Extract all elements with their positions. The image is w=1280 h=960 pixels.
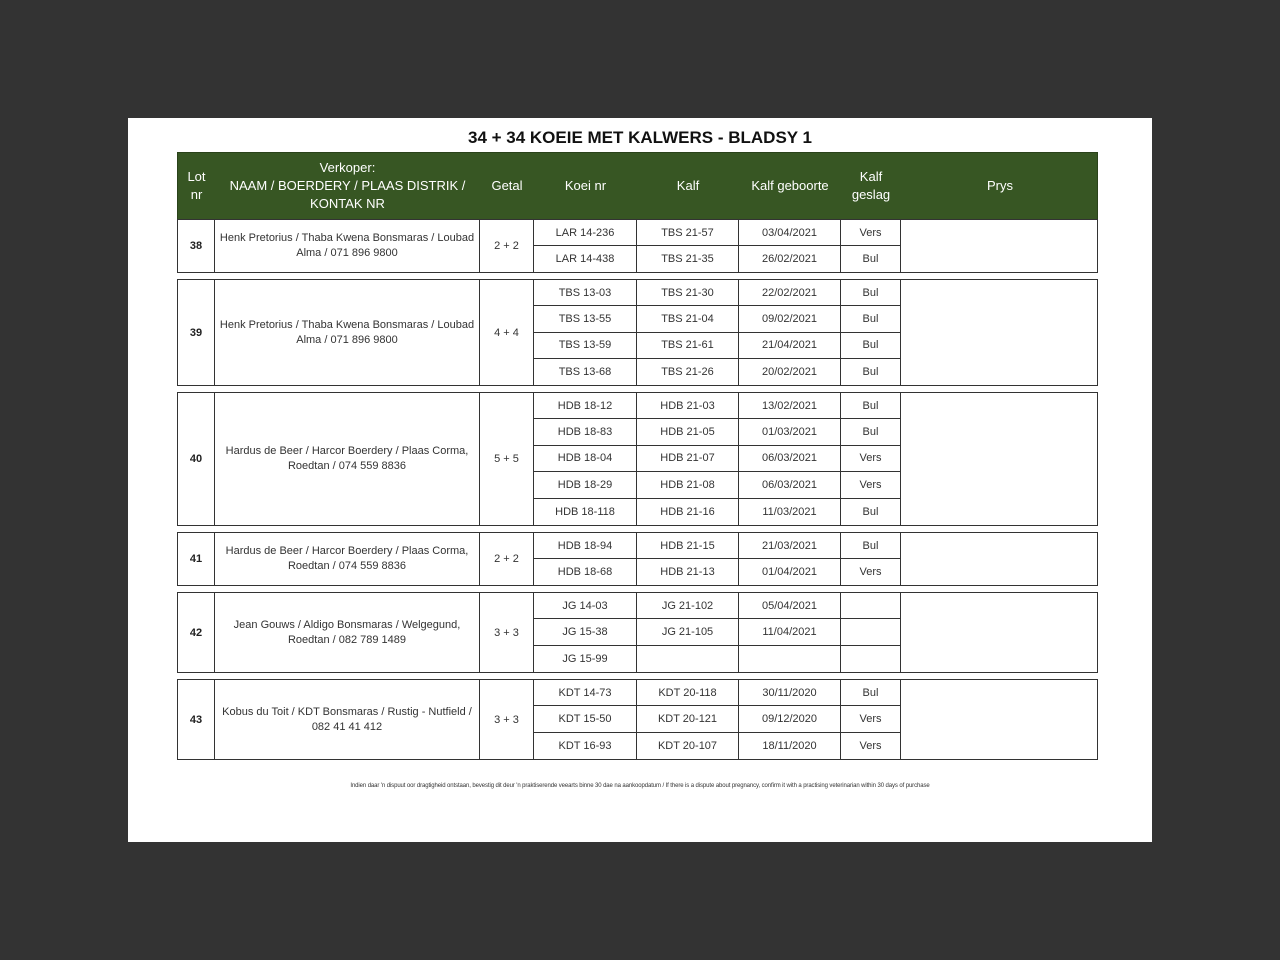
calf-birth-date: 11/04/2021: [739, 619, 841, 645]
lot-number: 43: [178, 680, 215, 759]
calf-sex: Vers: [841, 559, 901, 585]
calf-number: TBS 21-57: [637, 220, 739, 246]
lot-block: [177, 532, 1098, 586]
lot-number: 41: [178, 533, 215, 585]
lot-block: [177, 279, 1098, 386]
cow-number: TBS 13-59: [534, 333, 637, 359]
cow-number: HDB 18-04: [534, 446, 637, 472]
cow-number: KDT 14-73: [534, 680, 637, 706]
lot-number: 40: [178, 393, 215, 525]
calf-sex: Vers: [841, 706, 901, 732]
calf-number: JG 21-102: [637, 593, 739, 619]
animal-count: 2 + 2: [480, 220, 534, 272]
animal-count: 3 + 3: [480, 593, 534, 672]
header-seller-line2: NAAM / BOERDERY / PLAAS DISTRIK / KONTAK NR: [229, 178, 466, 211]
header-kalf: Kalf: [676, 178, 700, 193]
calf-sex: [841, 646, 901, 672]
calf-sex: Bul: [841, 333, 901, 359]
calf-birth-date: 22/02/2021: [739, 280, 841, 306]
cow-number: JG 15-99: [534, 646, 637, 672]
calf-sex: Vers: [841, 220, 901, 246]
cow-number: HDB 18-29: [534, 472, 637, 498]
calf-birth-date: 01/03/2021: [739, 419, 841, 445]
calf-sex: Vers: [841, 472, 901, 498]
page-title: 34 + 34 KOEIE MET KALWERS - BLADSY 1: [467, 128, 813, 147]
calf-number: KDT 20-107: [637, 733, 739, 759]
price-field[interactable]: [901, 220, 1099, 272]
calf-birth-date: 26/02/2021: [739, 246, 841, 272]
cow-number: TBS 13-55: [534, 306, 637, 332]
calf-sex: Bul: [841, 680, 901, 706]
seller-info: Hardus de Beer / Harcor Boerdery / Plaas Corma, Roedtan / 074 559 8836: [215, 393, 480, 525]
header-seller: [215, 153, 480, 219]
lot-block: [177, 679, 1098, 760]
cow-number: KDT 15-50: [534, 706, 637, 732]
header-prys: Prys: [987, 178, 1013, 193]
header-koei: Koei nr: [564, 178, 607, 193]
calf-birth-date: [739, 646, 841, 672]
calf-number: HDB 21-13: [637, 559, 739, 585]
cow-number: LAR 14-438: [534, 246, 637, 272]
lot-number: 39: [178, 280, 215, 385]
calf-number: HDB 21-08: [637, 472, 739, 498]
calf-number: HDB 21-15: [637, 533, 739, 559]
calf-birth-date: 03/04/2021: [739, 220, 841, 246]
cow-number: TBS 13-68: [534, 359, 637, 385]
calf-sex: Bul: [841, 499, 901, 525]
calf-number: TBS 21-35: [637, 246, 739, 272]
animal-count: 2 + 2: [480, 533, 534, 585]
cow-number: JG 15-38: [534, 619, 637, 645]
calf-birth-date: 21/03/2021: [739, 533, 841, 559]
calf-number: TBS 21-30: [637, 280, 739, 306]
calf-sex: Bul: [841, 533, 901, 559]
calf-number: TBS 21-04: [637, 306, 739, 332]
seller-info: Henk Pretorius / Thaba Kwena Bonsmaras / Loubad Alma / 071 896 9800: [215, 280, 480, 385]
lot-block: [177, 392, 1098, 526]
calf-sex: Bul: [841, 393, 901, 419]
cow-number: HDB 18-83: [534, 419, 637, 445]
calf-sex: Bul: [841, 306, 901, 332]
calf-birth-date: 09/12/2020: [739, 706, 841, 732]
cow-number: HDB 18-68: [534, 559, 637, 585]
calf-sex: Bul: [841, 246, 901, 272]
calf-birth-date: 11/03/2021: [739, 499, 841, 525]
price-field[interactable]: [901, 533, 1099, 585]
table-header: [177, 152, 1098, 220]
calf-sex: Bul: [841, 359, 901, 385]
calf-number: TBS 21-61: [637, 333, 739, 359]
animal-count: 4 + 4: [480, 280, 534, 385]
seller-info: Jean Gouws / Aldigo Bonsmaras / Welgegund, Roedtan / 082 789 1489: [215, 593, 480, 672]
calf-number: HDB 21-03: [637, 393, 739, 419]
calf-number: TBS 21-26: [637, 359, 739, 385]
calf-number: [637, 646, 739, 672]
calf-birth-date: 01/04/2021: [739, 559, 841, 585]
price-field[interactable]: [901, 393, 1099, 525]
header-seller-line1: Verkoper:: [319, 160, 376, 175]
document-page: [128, 118, 1152, 842]
lot-block: [177, 592, 1098, 673]
seller-info: Henk Pretorius / Thaba Kwena Bonsmaras / Loubad Alma / 071 896 9800: [215, 220, 480, 272]
header-geslag: Kalf geslag: [851, 169, 891, 202]
header-getal: Getal: [491, 178, 523, 193]
price-field[interactable]: [901, 280, 1099, 385]
header-geboorte: Kalf geboorte: [751, 178, 829, 193]
calf-sex: [841, 619, 901, 645]
calf-birth-date: 05/04/2021: [739, 593, 841, 619]
cow-number: JG 14-03: [534, 593, 637, 619]
header-lot: Lot nr: [187, 169, 206, 202]
lot-block: [177, 219, 1098, 273]
calf-sex: Vers: [841, 733, 901, 759]
animal-count: 5 + 5: [480, 393, 534, 525]
calf-number: HDB 21-07: [637, 446, 739, 472]
price-field[interactable]: [901, 680, 1099, 759]
calf-number: HDB 21-16: [637, 499, 739, 525]
calf-sex: [841, 593, 901, 619]
seller-info: Kobus du Toit / KDT Bonsmaras / Rustig - Nutfield / 082 41 41 412: [215, 680, 480, 759]
cow-number: HDB 18-12: [534, 393, 637, 419]
calf-sex: Bul: [841, 280, 901, 306]
calf-birth-date: 09/02/2021: [739, 306, 841, 332]
cow-number: HDB 18-94: [534, 533, 637, 559]
footnote: Indien daar 'n dispuut oor dragtigheid ontstaan, bevestig dit deur 'n praktiserende veearts binne 30 dae na aankoopdatum / If there is a dispute about pregnancy, confirm it with a practising veterinarian within 30 days of purchase: [350, 783, 930, 789]
calf-number: JG 21-105: [637, 619, 739, 645]
lot-number: 38: [178, 220, 215, 272]
calf-birth-date: 30/11/2020: [739, 680, 841, 706]
calf-birth-date: 06/03/2021: [739, 446, 841, 472]
cow-number: TBS 13-03: [534, 280, 637, 306]
calf-birth-date: 13/02/2021: [739, 393, 841, 419]
calf-sex: Vers: [841, 446, 901, 472]
calf-number: KDT 20-118: [637, 680, 739, 706]
calf-birth-date: 20/02/2021: [739, 359, 841, 385]
cow-number: HDB 18-118: [534, 499, 637, 525]
lot-number: 42: [178, 593, 215, 672]
calf-sex: Bul: [841, 419, 901, 445]
price-field[interactable]: [901, 593, 1099, 672]
calf-birth-date: 21/04/2021: [739, 333, 841, 359]
calf-birth-date: 06/03/2021: [739, 472, 841, 498]
seller-info: Hardus de Beer / Harcor Boerdery / Plaas Corma, Roedtan / 074 559 8836: [215, 533, 480, 585]
cow-number: KDT 16-93: [534, 733, 637, 759]
calf-birth-date: 18/11/2020: [739, 733, 841, 759]
calf-number: KDT 20-121: [637, 706, 739, 732]
animal-count: 3 + 3: [480, 680, 534, 759]
calf-number: HDB 21-05: [637, 419, 739, 445]
cow-number: LAR 14-236: [534, 220, 637, 246]
